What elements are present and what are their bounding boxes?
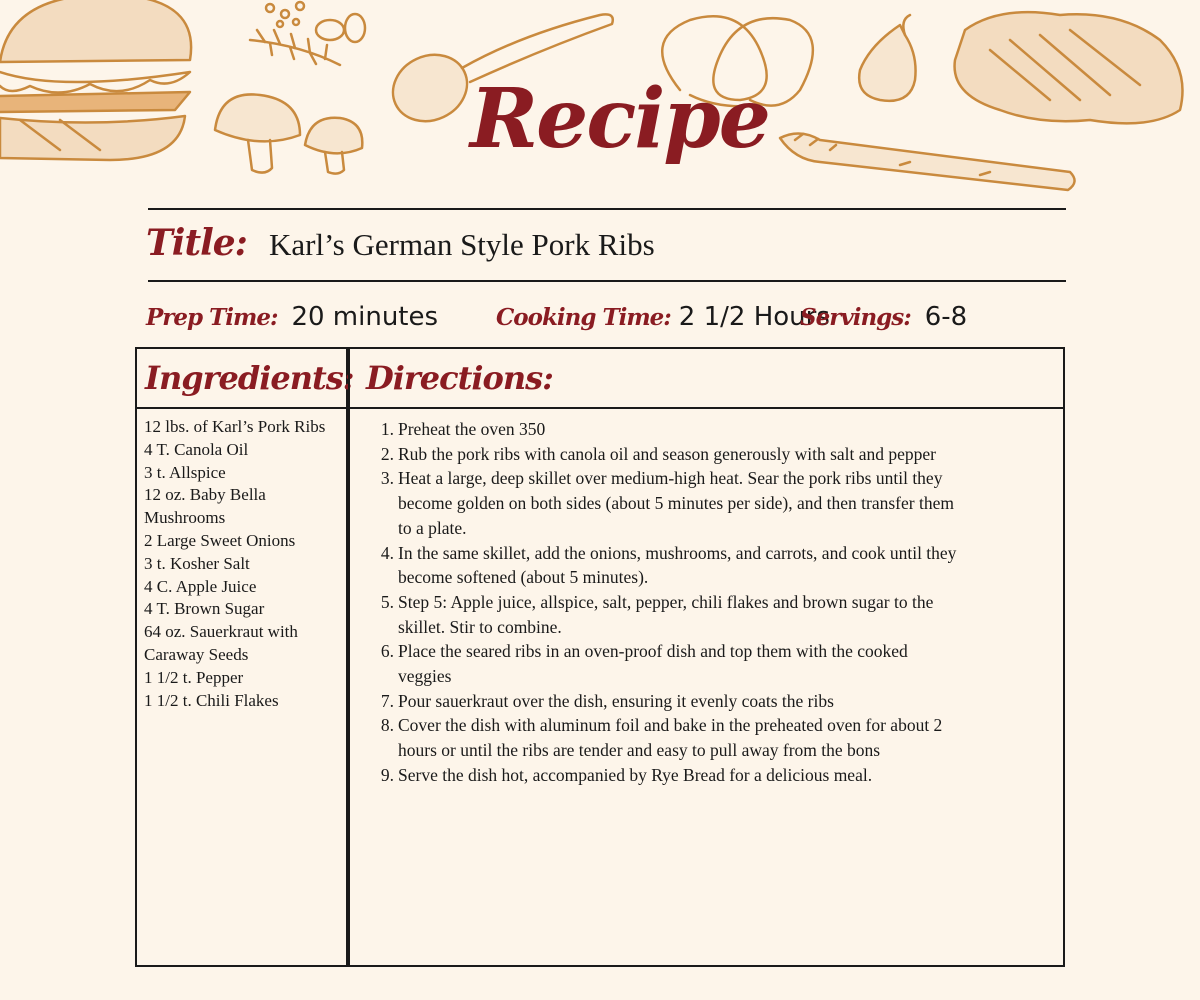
step-number: 8. — [380, 715, 394, 736]
direction-step — [376, 763, 1043, 788]
ingredient-item: 4 T. Canola Oil — [144, 439, 249, 459]
direction-step — [376, 689, 1043, 714]
direction-step — [376, 713, 1043, 762]
ingredient-item: 64 oz. Sauerkraut with — [144, 622, 298, 642]
ingredient-item: Caraway Seeds — [144, 644, 249, 664]
step-text: In the same skillet, add the onions, mushrooms, and carrots, and cook until they become softened (about 5 minutes). — [398, 542, 957, 588]
servings-label: Servings: — [800, 304, 911, 331]
ingredient-item: 4 C. Apple Juice — [144, 576, 257, 596]
step-number: 9. — [380, 764, 394, 785]
prep-time-label: Prep Time: — [146, 304, 278, 331]
ingredient-item: 3 t. Kosher Salt — [144, 553, 250, 573]
step-text: Heat a large, deep skillet over medium-high heat. Sear the pork ribs until they become golden on both sides (about 5 minutes per side), and then transfer them to a plate. — [398, 468, 954, 538]
ingredient-item: 3 t. Allspice — [144, 462, 226, 482]
directions-list — [350, 409, 1063, 788]
direction-step — [376, 541, 1043, 590]
ingredients-heading: Ingredients: — [137, 349, 346, 409]
ingredient-item: 2 Large Sweet Onions — [144, 530, 296, 550]
step-text: Preheat the oven 350 — [398, 419, 546, 439]
ingredient-item: 1 1/2 t. Pepper — [144, 667, 244, 687]
step-number: 3. — [380, 468, 394, 489]
step-number: 6. — [380, 641, 394, 662]
prep-time — [146, 302, 438, 332]
direction-step — [376, 590, 1043, 639]
step-text: Rub the pork ribs with canola oil and season generously with salt and pepper — [398, 443, 937, 464]
steak-icon — [955, 12, 1183, 123]
direction-step — [376, 442, 1043, 467]
asparagus-icon — [780, 133, 1075, 190]
garlic-icon — [859, 15, 915, 101]
direction-step — [376, 639, 1043, 688]
title-label: Title: — [146, 222, 247, 264]
recipe-title: Karl’s German Style Pork Ribs — [268, 227, 655, 262]
ingredient-item: Mushrooms — [144, 508, 226, 528]
step-number: 5. — [380, 591, 394, 612]
directions-panel — [348, 347, 1065, 967]
directions-heading: Directions: — [350, 349, 1063, 409]
ingredient-item: 1 1/2 t. Chili Flakes — [144, 690, 279, 710]
title-row — [146, 222, 655, 272]
prep-time-value: 20 minutes — [291, 302, 439, 332]
recipe-heading: Recipe — [470, 71, 769, 167]
bottom-divider — [148, 280, 1066, 282]
step-text: Step 5: Apple juice, allspice, salt, pepper, chili flakes and brown sugar to the skillet. Stir to combine. — [398, 591, 934, 637]
servings-value: 6-8 — [924, 302, 968, 332]
herb-sprig-icon — [250, 2, 365, 65]
ingredient-item: 4 T. Brown Sugar — [144, 599, 265, 619]
step-number: 7. — [380, 690, 394, 711]
step-text: Pour sauerkraut over the dish, ensuring it evenly coats the ribs — [398, 690, 834, 711]
step-text: Cover the dish with aluminum foil and bake in the preheated oven for about 2 hours or until the ribs are tender and easy to pull away from the bons — [398, 715, 943, 761]
step-number: 2. — [380, 443, 394, 464]
cooking-time — [496, 302, 830, 332]
cooking-time-label: Cooking Time: — [496, 304, 671, 331]
servings — [800, 302, 967, 332]
ingredients-list — [137, 409, 346, 712]
cooking-time-value: 2 1/2 Hours — [678, 302, 830, 332]
top-divider — [148, 208, 1066, 210]
ingredient-item: 12 oz. Baby Bella — [144, 485, 266, 505]
ingredients-panel — [135, 347, 354, 967]
ingredient-item: 12 lbs. of Karl’s Pork Ribs — [144, 417, 326, 436]
step-text: Serve the dish hot, accompanied by Rye Bread for a delicious meal. — [398, 764, 873, 785]
step-text: Place the seared ribs in an oven-proof dish and top them with the cooked veggies — [398, 641, 908, 687]
direction-step — [376, 466, 1043, 540]
step-number: 1. — [380, 419, 394, 439]
mushroom-icon — [215, 94, 362, 173]
direction-step — [376, 417, 1043, 442]
step-number: 4. — [380, 542, 394, 563]
burger-icon — [0, 0, 191, 160]
